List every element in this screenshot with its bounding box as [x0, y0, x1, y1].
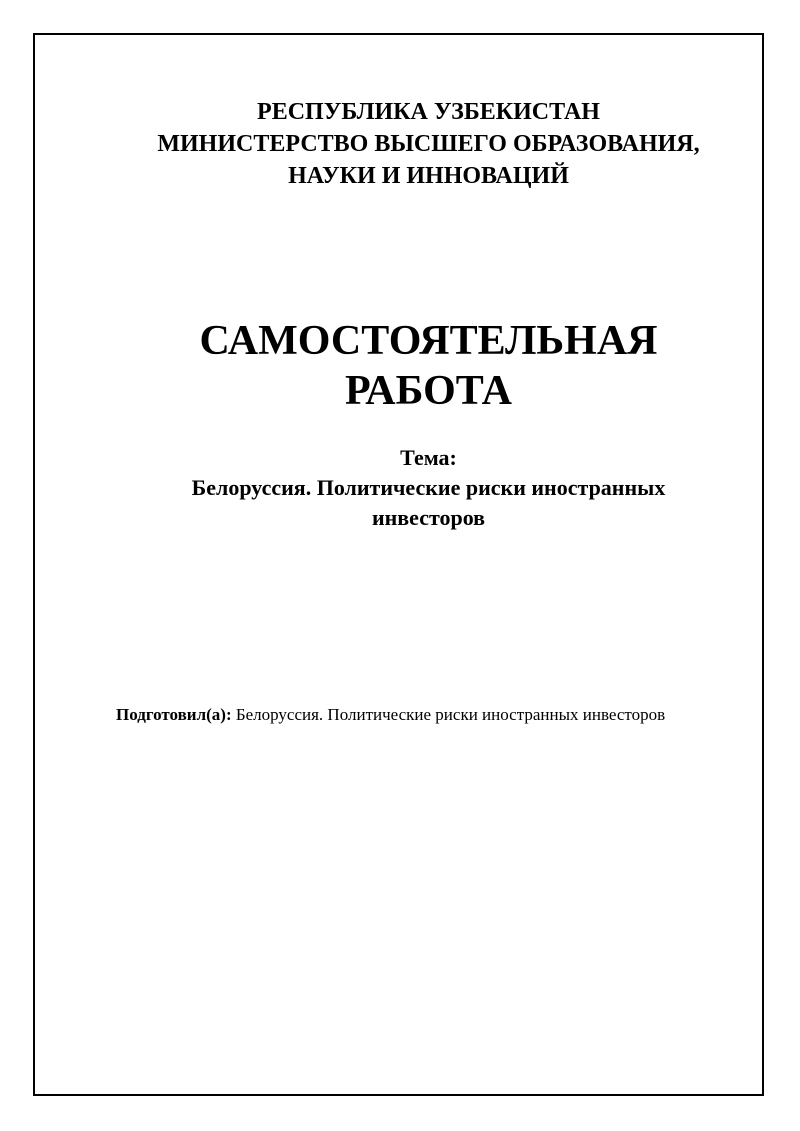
topic-label: Тема:: [400, 445, 457, 470]
prepared-by-value: Белоруссия. Политические риски иностранных инвесторов: [235, 705, 666, 724]
header-line-ministry: МИНИСТЕРСТВО ВЫСШЕГО ОБРАЗОВАНИЯ,: [157, 131, 700, 157]
topic-text-line-1: Белоруссия. Политические риски иностранных: [191, 475, 666, 500]
title-line-2: РАБОТА: [344, 368, 512, 414]
title-line-1: САМОСТОЯТЕЛЬНАЯ: [199, 318, 658, 364]
ministry-header: [0, 96, 800, 192]
header-line-country: РЕСПУБЛИКА УЗБЕКИСТАН: [257, 99, 600, 125]
topic-text-line-2: инвесторов: [371, 505, 486, 530]
document-title: [0, 316, 800, 416]
header-line-ministry-cont: НАУКИ И ИННОВАЦИЙ: [288, 163, 569, 189]
topic-section: [0, 443, 800, 533]
prepared-by: [116, 704, 665, 726]
prepared-by-label: Подготовил(а):: [116, 705, 232, 724]
page-border: [33, 33, 764, 1096]
